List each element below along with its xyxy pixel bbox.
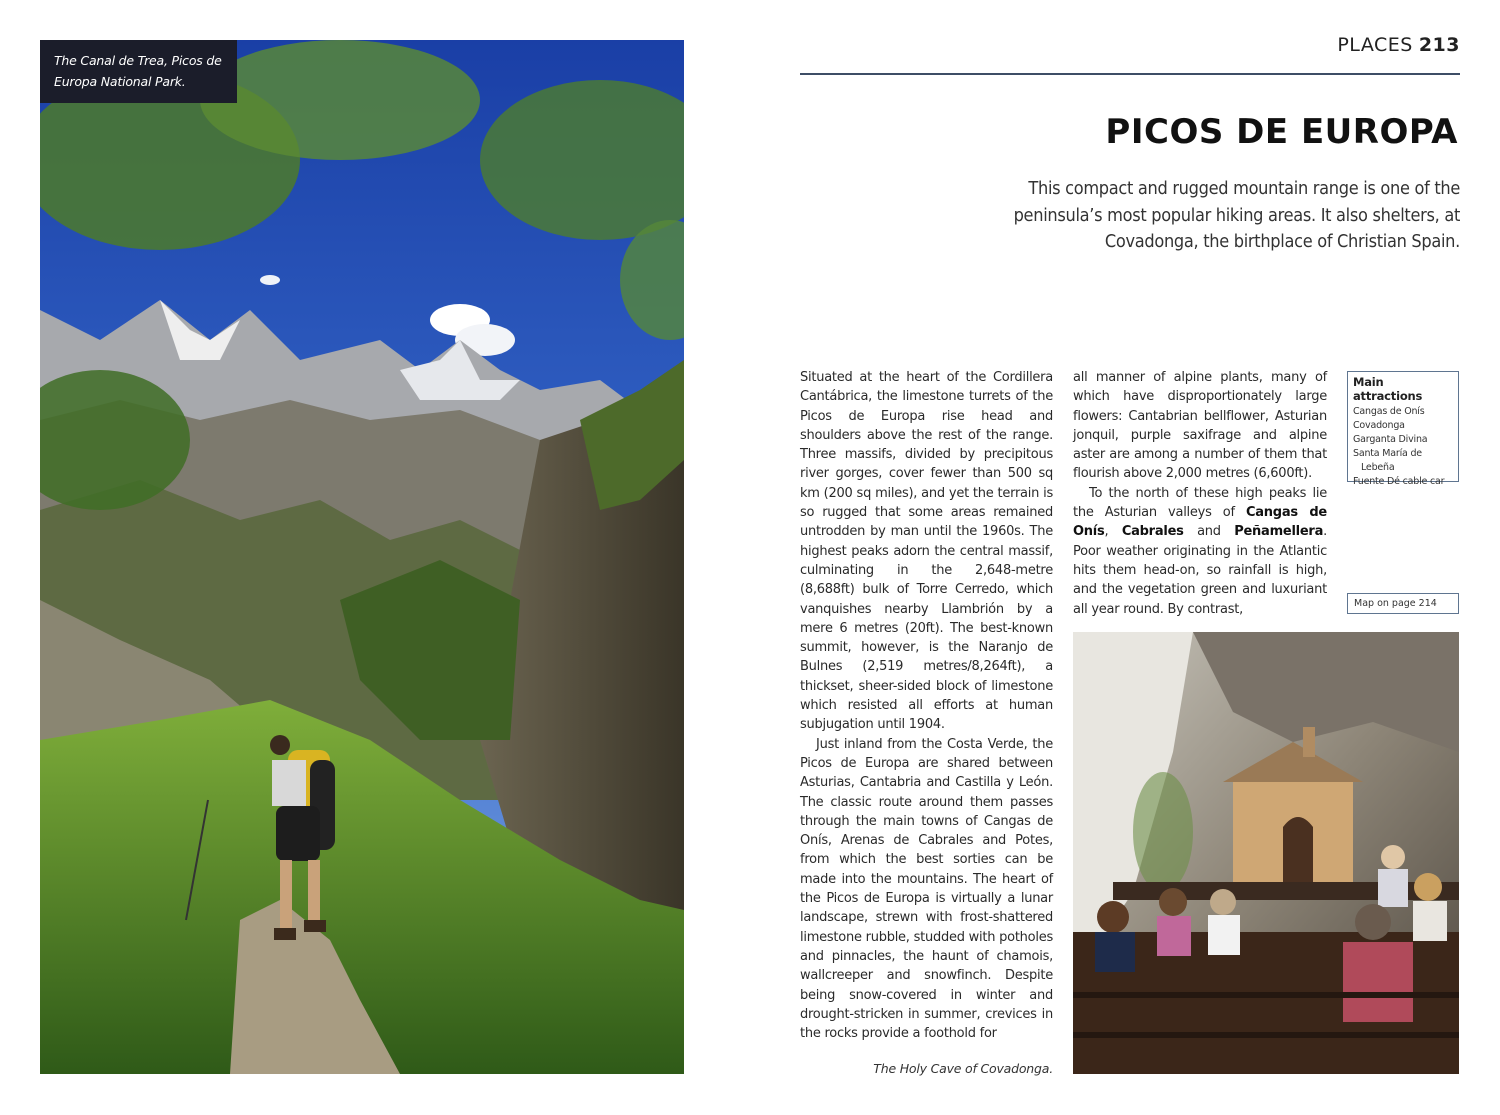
attraction-item: Fuente Dé cable car: [1353, 476, 1445, 487]
running-head: [1337, 34, 1460, 56]
hiker-mountain-photo: [40, 40, 684, 1074]
attractions-heading: Main attractions: [1353, 375, 1423, 403]
column2-text-a: To the north of these high peaks lie the Asturian valleys of: [1073, 485, 1327, 521]
attraction-item: Santa María de: [1353, 448, 1422, 459]
attraction-item: Covadonga: [1353, 420, 1405, 431]
column2-paragraph-2: [1073, 484, 1327, 619]
column2-separator: ,: [1104, 524, 1122, 540]
header-rule: [800, 73, 1460, 75]
place-cabrales: Cabrales: [1121, 524, 1184, 540]
map-reference-link[interactable]: Map on page 214: [1347, 593, 1459, 614]
main-attractions-box: [1347, 371, 1459, 487]
section-label: PLACES: [1337, 34, 1413, 56]
column1-paragraph-2: Just inland from the Costa Verde, the Picos de Europa are shared between Asturias, Cantabria and Castilla y León. The classic route around them passes through the main towns of Cangas de Onís, Arenas de Cabrales and Potes, from which the best sorties can be made into the mountains. The heart of the Picos de Europa is virtually a lunar landscape, strewn with frost-shattered limestone rubble, studded with potholes and pinnacles, the haunt of chamois, wallcreeper and snowfinch. Despite being snow-covered in winter and drought-stricken in summer, crevices in the rocks provide a foothold for: [800, 736, 1053, 1042]
column2-text-c: . Poor weather originating in the Atlantic hits them head-on, so rainfall is high, and the vegetation green and luxuriant all year round. By contrast,: [1073, 524, 1327, 617]
body-column-1: [800, 368, 1053, 1043]
chapter-title: PICOS DE EUROPA: [1105, 112, 1458, 152]
photo-left-caption: The Canal de Trea, Picos de Europa National Park.: [40, 40, 237, 103]
photo-right-caption: The Holy Cave of Covadonga.: [873, 1061, 1053, 1076]
attraction-item: Garganta Divina: [1353, 434, 1428, 445]
place-cangas-de-onis: Cangas de Onís: [1073, 505, 1327, 540]
intro-text: This compact and rugged mountain range is one of the peninsula’s most popular hiking areas. It also shelters, at Covadonga, the birthplace of Christian Spain.: [1013, 178, 1460, 252]
column1-paragraph-1: Situated at the heart of the Cordillera Cantábrica, the limestone turrets of the Picos de Europa rise head and shoulders above the rest of the range. Three massifs, divided by precipitous river gorges, cover fewer than 500 sq km (200 sq miles), and yet the terrain is so rugged that some areas remained untrodden by man until the 1960s. The highest peaks adorn the central massif, culminating in the 2,648-metre (8,688ft) bulk of Torre Cerredo, which vanquishes nearby Llambrión by a mere 6 metres (20ft). The best-known summit, however, is the Naranjo de Bulnes (2,519 metres/8,264ft), a thickset, sheer-sided block of limestone which resisted all efforts at human subjugation until 1904.: [800, 370, 1053, 733]
attraction-item: Cangas de Onís: [1353, 406, 1425, 417]
attraction-item: Lebeña: [1361, 462, 1395, 473]
holy-cave-photo: [1073, 632, 1459, 1074]
page-number: 213: [1418, 34, 1460, 56]
column2-and: and: [1183, 524, 1235, 540]
body-column-2: [1073, 368, 1327, 619]
column2-paragraph-1: all manner of alpine plants, many of which have disproportionately large flowers: Cantabrian bellflower, Asturian jonquil, purple saxifrage and alpine aster are among a number of them that flourish above 2,000 metres (6,600ft).: [1073, 370, 1327, 482]
place-penamellera: Peñamellera: [1234, 524, 1324, 540]
